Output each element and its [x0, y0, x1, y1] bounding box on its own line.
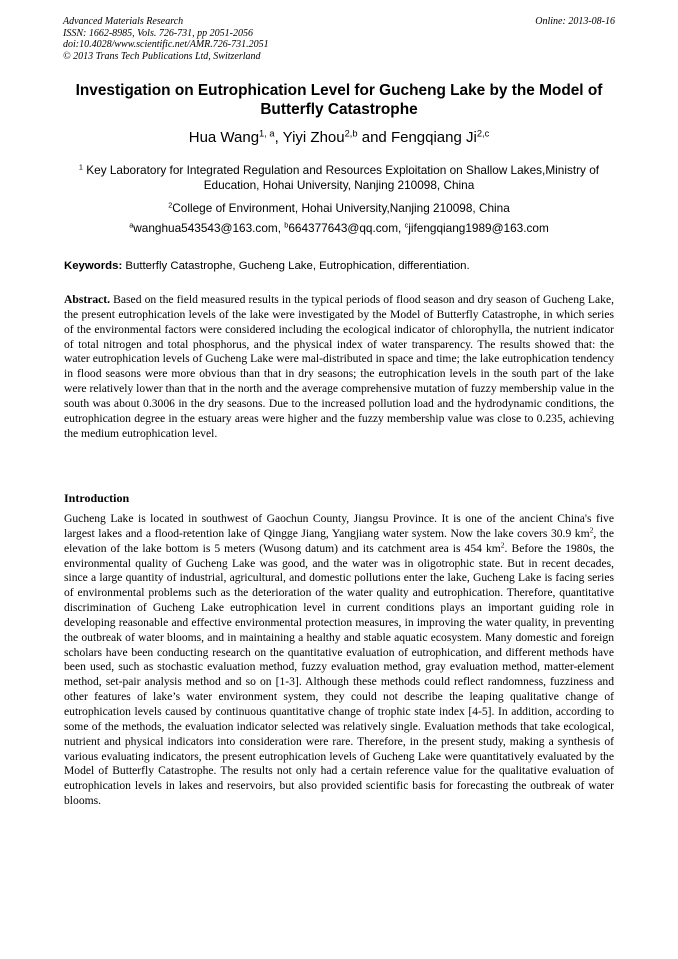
- journal-name: Advanced Materials Research: [63, 16, 184, 27]
- email-mark: b: [284, 220, 289, 230]
- publication-info: [63, 16, 269, 62]
- copyright-line: © 2013 Trans Tech Publications Ltd, Switzerland: [63, 50, 261, 62]
- author-affiliation-mark: 2,c: [476, 128, 490, 139]
- email-link[interactable]: 664377643@qq.com,: [288, 221, 405, 235]
- author-list: [40, 128, 638, 147]
- affiliation-text: College of Environment, Hohai University,Nanjing 210098, China: [172, 201, 510, 215]
- author-name: Yiyi Zhou: [282, 129, 345, 146]
- affiliation-mark: 1: [78, 162, 83, 172]
- author-emails: [40, 221, 638, 236]
- keywords-text: Butterfly Catastrophe, Gucheng Lake, Eutrophication, differentiation.: [122, 260, 470, 272]
- email-mark: a: [129, 220, 134, 230]
- author-separator: ,: [274, 129, 283, 146]
- email-mark: c: [404, 220, 409, 230]
- superscript: 2: [500, 540, 505, 550]
- intro-text: , the elevation of the lake bottom is 5 meters (Wusong datum) and its catchment area is 454 km: [64, 526, 614, 555]
- affiliation-1: [56, 163, 622, 193]
- superscript: 2: [589, 525, 594, 535]
- section-heading-introduction: Introduction: [64, 491, 130, 505]
- paper-title: Investigation on Eutrophication Level for Gucheng Lake by the Model of Butterfly Catastrophe: [75, 82, 603, 118]
- abstract: [64, 293, 614, 441]
- abstract-text: Based on the field measured results in the typical periods of flood season and dry season of Gucheng Lake, the present eutrophication levels of the lake were investigated by the Model of Butterfly Catastrophe, in which series of the environmental factors were considered including the ecological indicator of chlorophylla, the nutrient indicator of total nitrogen and total phosphorus, and the physical index of water transparency. The results showed that: the water eutrophication levels of Gucheng Lake were mal-distributed in space and time; the lake eutrophication tendency in flood seasons were more obvious than that in dry seasons; the eutrophication levels in the south part of the lake were relatively lower than that in the north and the average comprehensive mutation of fuzzy membership value in the south was about 0.3006 in the dry seasons. Due to the increased pollution load and the hydrodynamic conditions, the eutrophication degree in the estuary areas were higher and the fuzzy membership value was close to 0.235, achieving the medium eutrophication level.: [64, 293, 614, 440]
- author-affiliation-mark: 1, a: [259, 128, 275, 139]
- author-affiliation-mark: 2,b: [344, 128, 358, 139]
- issn-line: ISSN: 1662-8985, Vols. 726-731, pp 2051-2056: [63, 27, 253, 39]
- doi-line: doi:10.4028/www.scientific.net/AMR.726-731.2051: [63, 39, 269, 50]
- email-link[interactable]: wanghua543543@163.com,: [133, 221, 285, 235]
- keywords-label: Keywords:: [64, 260, 123, 272]
- affiliation-text: Key Laboratory for Integrated Regulation and Resources Exploitation on Shallow Lakes,Ministry of Education, Hohai University, Nanjing 210098, China: [86, 163, 600, 192]
- online-date: Online: 2013-08-16: [535, 16, 615, 27]
- email-link[interactable]: jifengqiang1989@163.com: [408, 221, 549, 235]
- abstract-label: Abstract.: [64, 293, 111, 306]
- affiliation-2: [56, 201, 622, 216]
- keywords: [64, 259, 470, 273]
- author-separator: and: [357, 129, 391, 146]
- intro-text: Gucheng Lake is located in southwest of Gaochun County, Jiangsu Province. It is one of the ancient China's five largest lakes and a flood-retention lake of Qingge Jiang, Yangjiang water system. Now the lake covers 30.9 km: [64, 512, 614, 540]
- author-name: Hua Wang: [188, 129, 260, 146]
- introduction-paragraph: [64, 512, 614, 809]
- affiliation-mark: 2: [168, 200, 173, 210]
- intro-text: . Before the 1980s, the environmental quality of Gucheng Lake was good, and the water was in oligotrophic state. But in recent decades, since a large quantity of industrial, agricultural, and domestic pollutions enter the lake, Gucheng Lake is facing series of environmental problems such as the deterioration of the water quality and eutrophication. Therefore, quantitative discrimination of Gucheng Lake eutrophication level in current conditions plays an important guiding role in developing reasonable and effective environmental protection measures, in improving the water quality, in preventing the outbreak of water blooms, and in maintaining a healthy and stable aquatic ecosystem. Many domestic and foreign scholars have been conducting research on the quantitative evaluation of eutrophication, and different methods have been used, such as stochastic evaluation method, fuzzy evaluation method, gray evaluation method, matter-element method, set-pair analysis method and so on [1-3]. Although these methods could reflect randomness, fuzziness and other features of lake’s water environment system, they could not describe the leaping qualitative change of eutrophication levels caused by continuous quantitative change of trophic state index [4-5]. In addition, according to some of the methods, the evaluation indicator selected was relatively single. Evaluation methods that take ecological, nutrient and physical indicators into consideration were rare. Therefore, in the present study, making a synthesis of various evaluating indicators, the present eutrophication levels of Gucheng Lake were quantitatively evaluated by the Model of Butterfly Catastrophe. The results not only had a certain reference value for the qualitative evaluation of eutrophication levels in lakes and reservoirs, but also provided scientific basis for forecasting the outbreak of water blooms.: [64, 541, 614, 808]
- author-name: Fengqiang Ji: [390, 129, 477, 146]
